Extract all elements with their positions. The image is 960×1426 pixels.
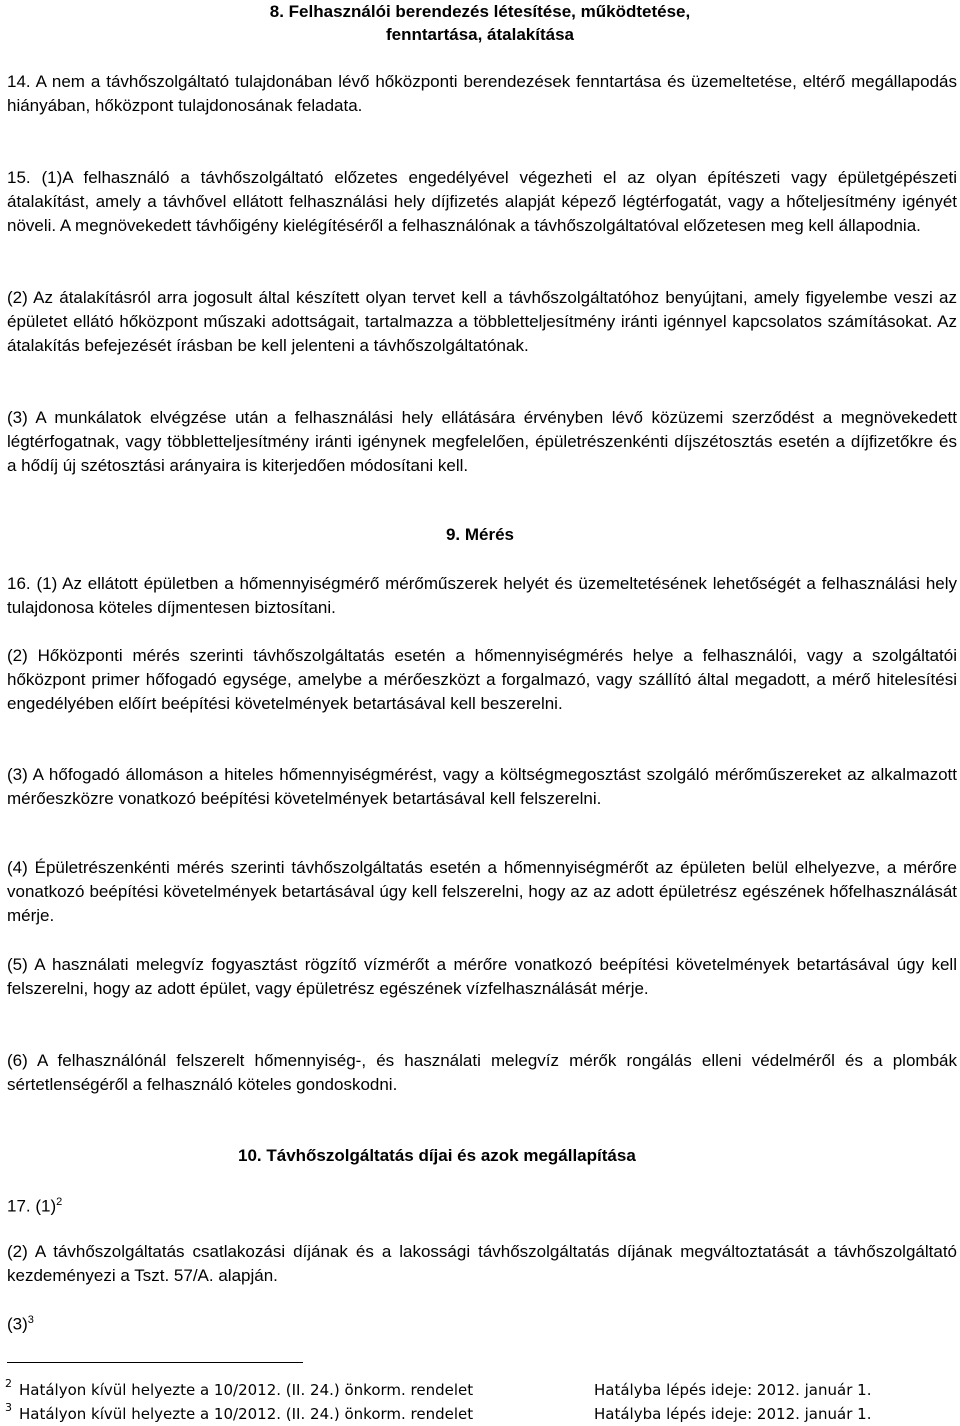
paragraph-17-1 bbox=[7, 1190, 957, 1219]
paragraph-16-6: (6) A felhasználónál felszerelt hőmennyiség-, és használati melegvíz mérők rongálás elleni védelméről és a plombák sértetlenségéről a felhasználó köteles gondoskodni. bbox=[7, 1051, 957, 1094]
paragraph-15-2: (2) Az átalakításról arra jogosult által készített olyan tervet kell a távhőszolgáltatóhoz benyújtani, amely figyelembe veszi az épületet ellátó hőközpont műszaki adottságait, tartalmazza a többletteljesítmény iránti igénnyel kapcsolatos számításokat. Az átalakítás befejezését írásban be kell jelenteni a távhőszolgáltatónak. bbox=[7, 288, 957, 355]
section-8-heading-line1: 8. Felhasználói berendezés létesítése, működtetése, bbox=[269, 2, 691, 21]
footnote-text: Hatályon kívül helyezte a 10/2012. (II. 24.) önkorm. rendelet bbox=[19, 1405, 474, 1423]
paragraph-14: 14. A nem a távhőszolgáltató tulajdonában lévő hőközponti berendezések fenntartása és üzemeltetése, eltérő megállapodás hiányában, hőközpont tulajdonosának feladata. bbox=[7, 72, 957, 115]
paragraph-15-3: (3) A munkálatok elvégzése után a felhasználási hely ellátására érvényben lévő közüzemi szerződést a megnövekedett légtérfogatnak, vagy többletteljesítmény iránti igénynek megfelelően, épületrészenkénti díjszétosztás esetén a díjfizetőkre és a hődíj új szétosztási arányaira is kiterjedően módosítani kell. bbox=[7, 408, 957, 475]
paragraph-16-5: (5) A használati melegvíz fogyasztást rögzítő vízmérőt a mérőre vonatkozó beépítési követelmények betartásával úgy kell felszerelni, hogy az adott épület, vagy épületrész egészének vízfelhasználását mérje. bbox=[7, 955, 957, 998]
footnote-text: Hatályon kívül helyezte a 10/2012. (II. 24.) önkorm. rendelet bbox=[19, 1381, 474, 1399]
section-9-heading: 9. Mérés bbox=[445, 525, 515, 544]
footnote-ref-3[interactable]: 3 bbox=[27, 1314, 34, 1326]
footnote-effective-date: Hatályba lépés ideje: 2012. január 1. bbox=[594, 1405, 872, 1423]
section-8-heading-line2: fenntartása, átalakítása bbox=[385, 25, 575, 44]
section-8-heading bbox=[0, 0, 960, 46]
paragraph-15-1: 15. (1)A felhasználó a távhőszolgáltató előzetes engedélyével végezheti el az olyan építészeti vagy épületgépészeti átalakítást, amely a távhővel ellátott felhasználási hely díjfizetés alapját képező légtérfogatát, vagy a hőteljesítmény igényét növeli. A megnövekedett távhőigény kielégítéséről a felhasználónak a távhőszolgáltatóval előzetesen meg kell állapodnia. bbox=[7, 168, 957, 235]
footnote-number: 2 bbox=[5, 1377, 12, 1390]
paragraph-17-3 bbox=[7, 1308, 957, 1337]
footnote-effective-date: Hatályba lépés ideje: 2012. január 1. bbox=[594, 1381, 872, 1399]
footnote-divider bbox=[7, 1362, 303, 1363]
paragraph-17-2: (2) A távhőszolgáltatás csatlakozási díjának és a lakossági távhőszolgáltatás díjának megváltoztatását a távhőszolgáltató kezdeményezi a Tszt. 57/A. alapján. bbox=[7, 1242, 957, 1285]
paragraph-16-2: (2) Hőközponti mérés szerinti távhőszolgáltatás esetén a hőmennyiségmérés helye a felhasználói, vagy a szolgáltatói hőközpont primer hőfogadó egysége, amelybe a mérőeszközt a forgalmazó, vagy szállító által megadott, a mérő hitelesítési engedélyében előírt beépítési követelmények betartásával kell beszerelni. bbox=[7, 646, 957, 713]
paragraph-17-1-text: 17. (1) bbox=[7, 1196, 57, 1216]
footnote-number: 3 bbox=[5, 1401, 12, 1414]
paragraph-16-1: 16. (1) Az ellátott épületben a hőmennyiségmérő mérőműszerek helyét és üzemeltetésének lehetőségét a felhasználási hely tulajdonosa köteles díjmentesen biztosítani. bbox=[7, 574, 957, 617]
section-10-heading: 10. Távhőszolgáltatás díjai és azok megállapítása bbox=[238, 1146, 636, 1165]
paragraph-17-3-text: (3) bbox=[7, 1314, 28, 1334]
paragraph-16-3: (3) A hőfogadó állomáson a hiteles hőmennyiségmérést, vagy a költségmegosztást szolgáló mérőműszereket az alkalmazott mérőeszközre vonatkozó beépítési követelmények betartásával kell felszerelni. bbox=[7, 765, 957, 808]
paragraph-16-4: (4) Épületrészenkénti mérés szerinti távhőszolgáltatás esetén a hőmennyiségmérőt az épületen belül elhelyezve, a mérőre vonatkozó beépítési követelmények betartásával úgy kell felszerelni, hogy az az adott épületrész egészének hőfelhasználását mérje. bbox=[7, 858, 957, 925]
footnote-ref-2[interactable]: 2 bbox=[56, 1196, 63, 1208]
